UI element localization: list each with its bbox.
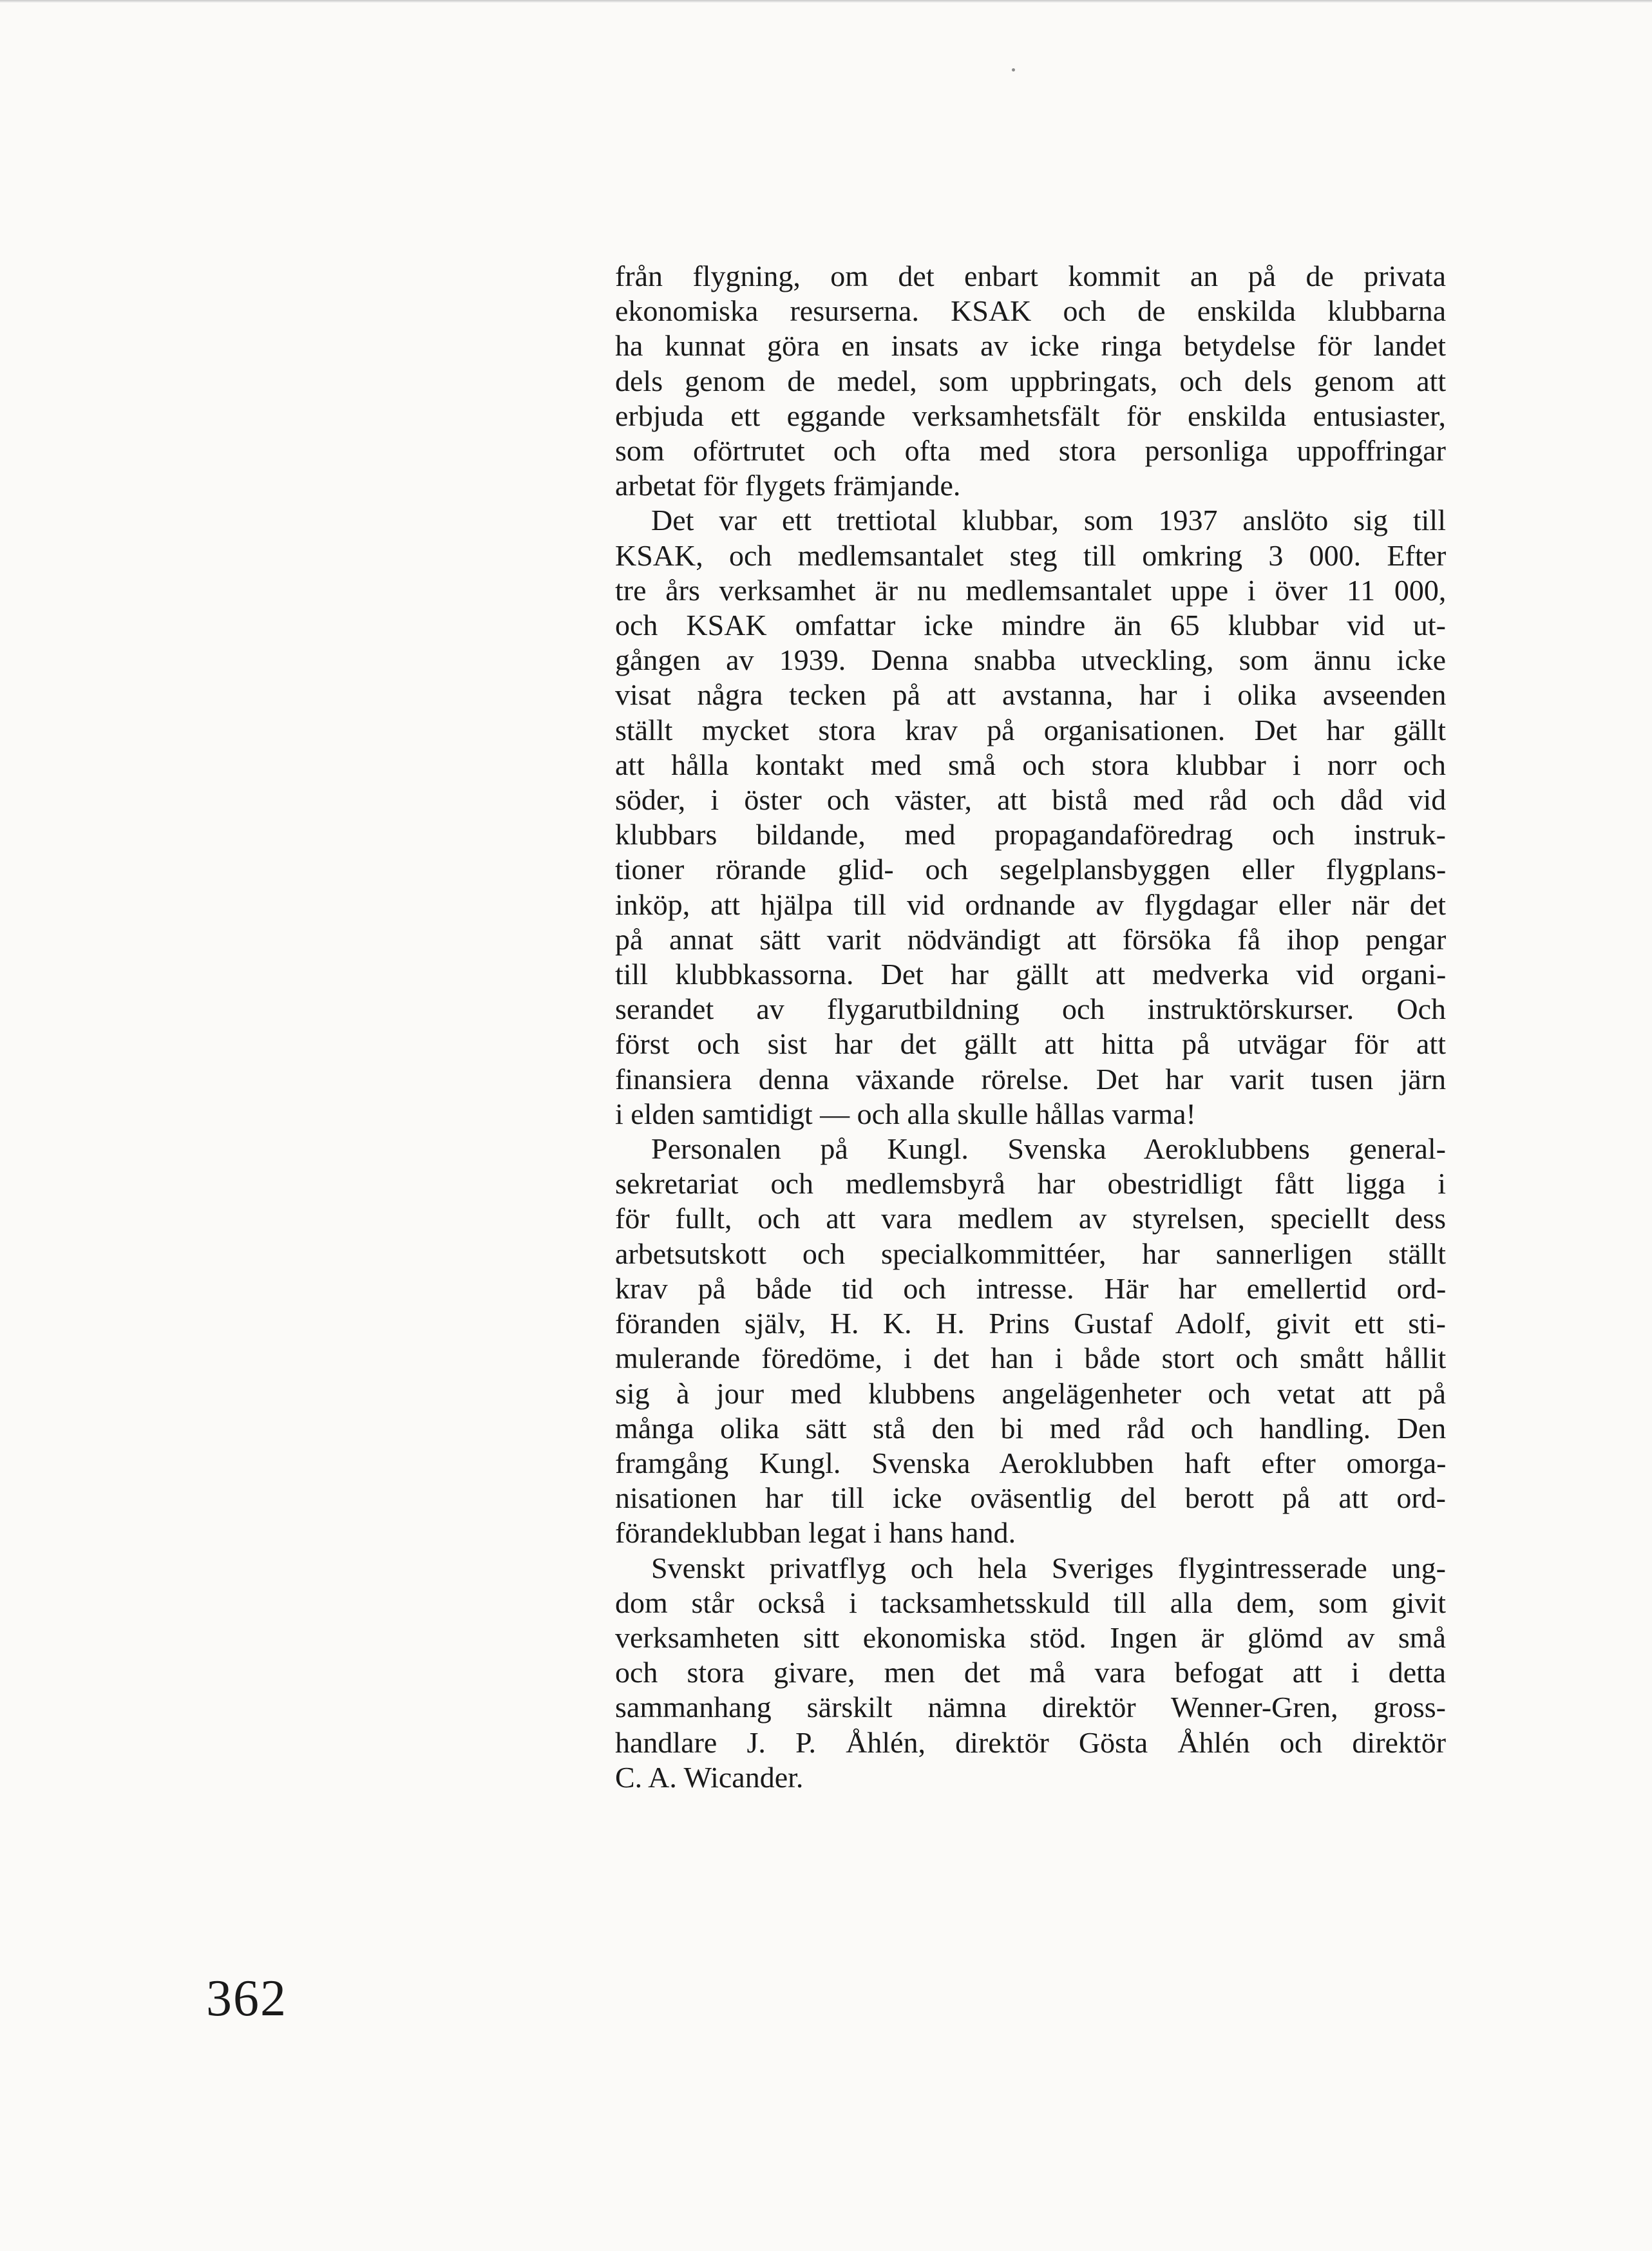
text-line: att hålla kontakt med små och stora klubbar i norr och: [615, 748, 1446, 781]
text-line: till klubbkassorna. Det har gällt att medverka vid organi-: [615, 958, 1447, 991]
text-line: från flygning, om det enbart kommit an på de privata: [615, 260, 1446, 292]
text-line: finansiera denna växande rörelse. Det har varit tusen järn: [615, 1062, 1447, 1096]
text-line: tioner rörande glid- och segelplansbyggen eller flygplans-: [615, 853, 1447, 886]
page-number: 362: [206, 1970, 287, 2027]
text-line: och stora givare, men det må vara befogat att i detta: [615, 1656, 1447, 1689]
text-line: ställt mycket stora krav på organisationen. Det har gällt: [615, 713, 1446, 746]
text-line: sig à jour med klubbens angelägenheter och vetat att på: [615, 1376, 1446, 1410]
paragraph-4: [615, 1551, 1446, 1795]
text-line: C. A. Wicander.: [615, 1760, 804, 1794]
text-line: gången av 1939. Denna snabba utveckling, som ännu icke: [615, 643, 1446, 677]
text-line: verksamheten sitt ekonomiska stöd. Ingen är glömd av små: [615, 1620, 1446, 1654]
text-line: erbjuda ett eggande verksamhetsfält för enskilda entusiaster,: [615, 399, 1446, 432]
text-line: tre års verksamhet är nu medlemsantalet uppe i över 11 000,: [615, 573, 1447, 607]
text-line: serandet av flygarutbildning och instruktörskurser. Och: [615, 993, 1446, 1026]
text-line: sekretariat och medlemsbyrå har obestridligt fått ligga i: [615, 1167, 1446, 1201]
text-line: KSAK, och medlemsantalet steg till omkring 3 000. Efter: [615, 538, 1447, 572]
text-line: klubbars bildande, med propagandaföredrag och instruk-: [615, 818, 1446, 851]
text-line: som oförtrutet och ofta med stora personliga uppoffringar: [615, 434, 1446, 468]
text-line: Personalen på Kungl. Svenska Aeroklubbens general-: [651, 1132, 1446, 1166]
text-line: Det var ett trettiotal klubbar, som 1937 anslöto sig till: [651, 504, 1446, 537]
page-top-edge: [0, 0, 1652, 3]
text-line: handlare J. P. Åhlén, direktör Gösta Åhlén och direktör: [615, 1725, 1447, 1759]
text-line: först och sist har det gällt att hitta på utvägar för att: [615, 1027, 1446, 1061]
text-line: arbetsutskott och specialkommittéer, har sannerligen ställt: [615, 1237, 1446, 1270]
text-line: många olika sätt stå den bi med råd och handling. Den: [615, 1411, 1447, 1445]
text-line: mulerande föredöme, i det han i både stort och smått hållit: [615, 1342, 1447, 1375]
paper-speck: [1012, 68, 1015, 71]
text-line: ha kunnat göra en insats av icke ringa betydelse för landet: [615, 329, 1446, 363]
paragraph-2: [615, 503, 1446, 1132]
text-line: visat några tecken på att avstanna, har i olika avseenden: [615, 678, 1447, 712]
text-line: Svenskt privatflyg och hela Sveriges flygintresserade ung-: [651, 1551, 1446, 1584]
text-line: förandeklubban legat i hans hand.: [615, 1516, 1016, 1550]
text-line: inköp, att hjälpa till vid ordnande av flygdagar eller när det: [615, 888, 1447, 921]
text-line: dels genom de medel, som uppbringats, och dels genom att: [615, 364, 1447, 397]
text-line: för fullt, och att vara medlem av styrelsen, speciellt dess: [615, 1202, 1446, 1235]
text-line: på annat sätt varit nödvändigt att försöka få ihop pengar: [615, 922, 1447, 956]
text-line: och KSAK omfattar icke mindre än 65 klubbar vid ut-: [615, 609, 1446, 642]
text-line: dom står också i tacksamhetsskuld till alla dem, som givit: [615, 1586, 1446, 1619]
paragraph-3: [615, 1132, 1446, 1550]
text-line: framgång Kungl. Svenska Aeroklubben haft efter omorga-: [615, 1446, 1447, 1479]
text-line: arbetat för flygets främjande.: [615, 469, 961, 502]
text-line: nisationen har till icke oväsentlig del berott på att ord-: [615, 1481, 1446, 1515]
text-line: i elden samtidigt — och alla skulle hållas varma!: [615, 1097, 1196, 1130]
body-text: [615, 259, 1446, 1795]
text-line: söder, i öster och väster, att bistå med råd och dåd vid: [615, 783, 1447, 817]
text-line: ekonomiska resurserna. KSAK och de enskilda klubbarna: [615, 294, 1447, 328]
text-line: sammanhang särskilt nämna direktör Wenner-Gren, gross-: [615, 1691, 1446, 1724]
text-line: föranden själv, H. K. H. Prins Gustaf Adolf, givit ett sti-: [615, 1307, 1446, 1340]
text-line: krav på både tid och intresse. Här har emellertid ord-: [615, 1271, 1447, 1305]
paragraph-1: [615, 259, 1446, 503]
